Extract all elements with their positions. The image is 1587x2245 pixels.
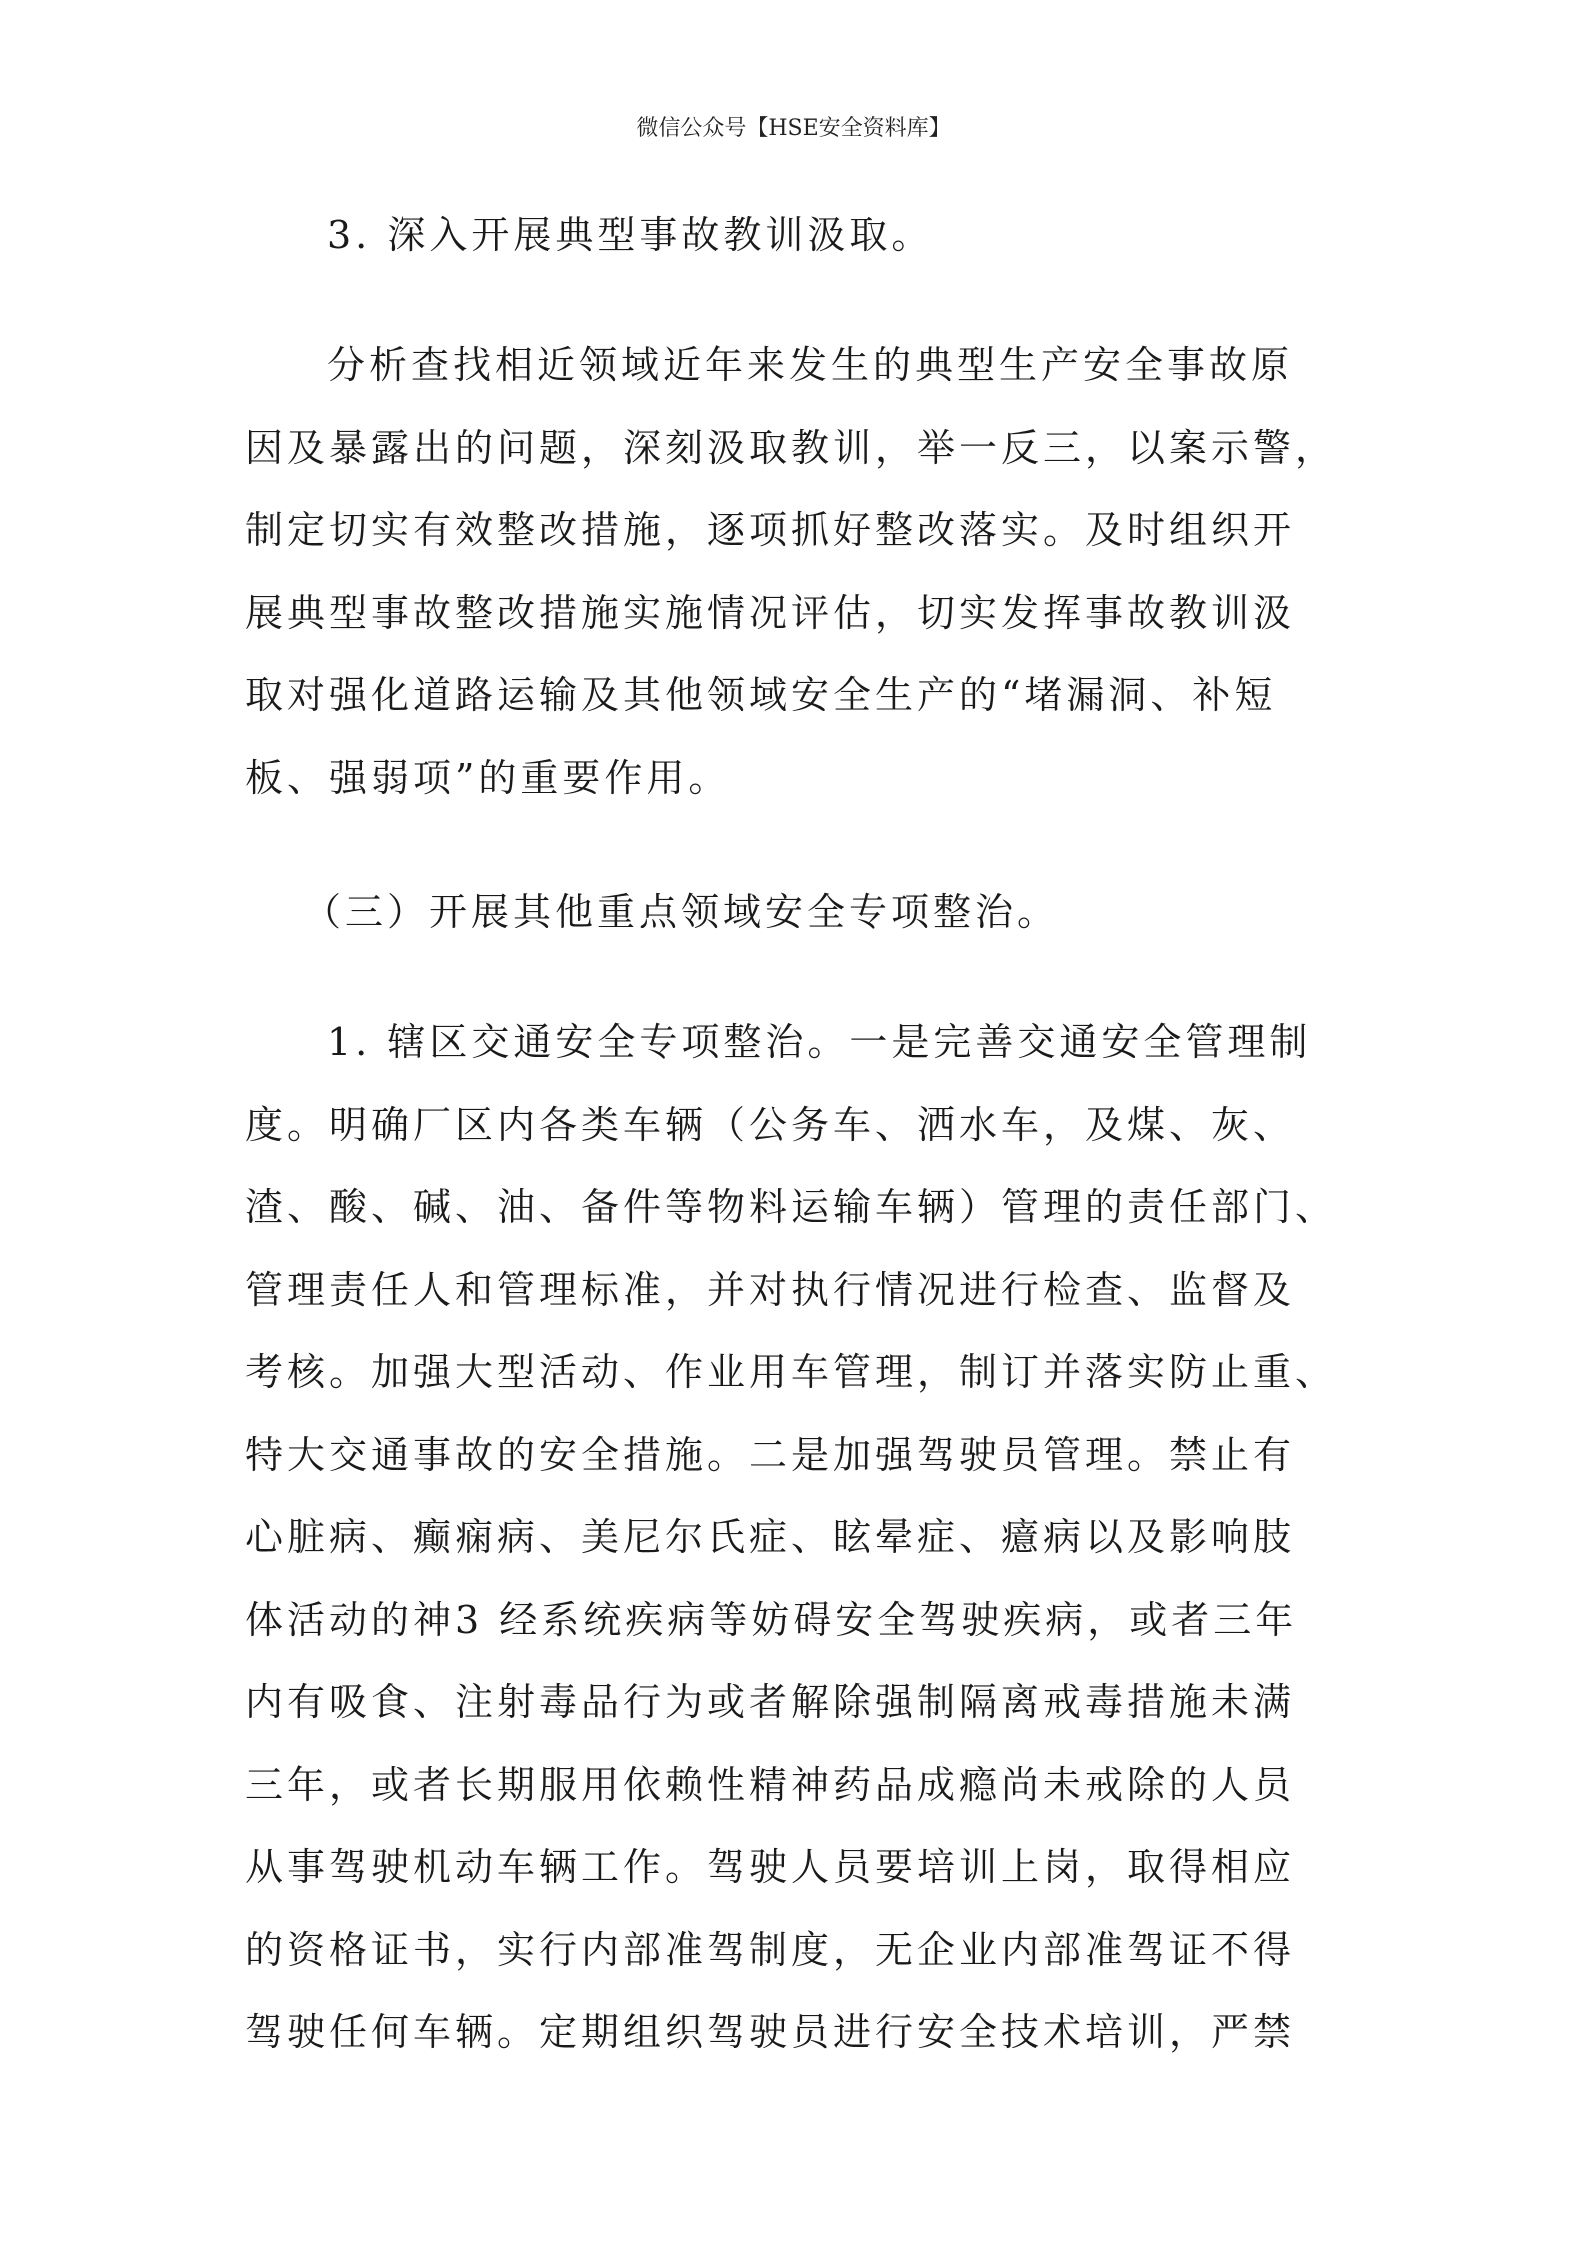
paragraph-line: 体活动的神3 经系统疾病等妨碍安全驾驶疾病，或者三年 — [245, 1597, 1298, 1642]
page-header-watermark: 微信公众号【HSE安全资料库】 — [636, 116, 951, 141]
paragraph-line: 1. 辖区交通安全专项整治。一是完善交通安全管理制 — [327, 1020, 1312, 1064]
document-body — [245, 194, 1355, 2074]
paragraph-line: 板、强弱项”的重要作用。 — [245, 755, 731, 800]
paragraph-line: 管理责任人和管理标准，并对执行情况进行检查、监督及 — [245, 1267, 1296, 1312]
item-1-paragraph — [245, 1001, 1355, 2074]
paragraph-line: 分析查找相近领域近年来发生的典型生产安全事故原 — [327, 343, 1294, 387]
paragraph-line: 特大交通事故的安全措施。二是加强驾驶员管理。禁止有 — [245, 1432, 1296, 1477]
paragraph-line: 因及暴露出的问题，深刻汲取教训，举一反三，以案示警， — [245, 425, 1338, 470]
paragraph-line: 三年，或者长期服用依赖性精神药品成瘾尚未戒除的人员 — [245, 1762, 1296, 1807]
spacer — [245, 953, 1355, 1001]
paragraph-line: 考核。加强大型活动、作业用车管理，制订并落实防止重、 — [245, 1350, 1338, 1394]
section-3-paragraph — [245, 324, 1355, 819]
paragraph-line: 的资格证书，实行内部准驾制度，无企业内部准驾证不得 — [245, 1927, 1296, 1972]
paragraph-line: 内有吸食、注射毒品行为或者解除强制隔离戒毒措施未满 — [245, 1680, 1296, 1724]
spacer — [245, 276, 1355, 324]
paragraph-line: 取对强化道路运输及其他领域安全生产的“堵漏洞、补短 — [245, 673, 1277, 717]
paragraph-line: 展典型事故整改措施实施情况评估，切实发挥事故教训汲 — [245, 590, 1296, 635]
paragraph-line: 从事驾驶机动车辆工作。驾驶人员要培训上岗，取得相应 — [245, 1845, 1296, 1889]
paragraph-line: 制定切实有效整改措施，逐项抓好整改落实。及时组织开 — [245, 508, 1296, 552]
section-three-heading: （三）开展其他重点领域安全专项整治。 — [303, 890, 1060, 934]
spacer — [245, 819, 1355, 871]
paragraph-line: 心脏病、癫痫病、美尼尔氏症、眩晕症、癔病以及影响肢 — [245, 1515, 1296, 1559]
paragraph-line: 驾驶任何车辆。定期组织驾驶员进行安全技术培训，严禁 — [245, 2010, 1296, 2054]
section-3-heading: 3. 深入开展典型事故教训汲取。 — [327, 213, 934, 257]
paragraph-line: 渣、酸、碱、油、备件等物料运输车辆）管理的责任部门、 — [245, 1185, 1338, 1229]
paragraph-line: 度。明确厂区内各类车辆（公务车、洒水车，及煤、灰、 — [245, 1102, 1296, 1147]
